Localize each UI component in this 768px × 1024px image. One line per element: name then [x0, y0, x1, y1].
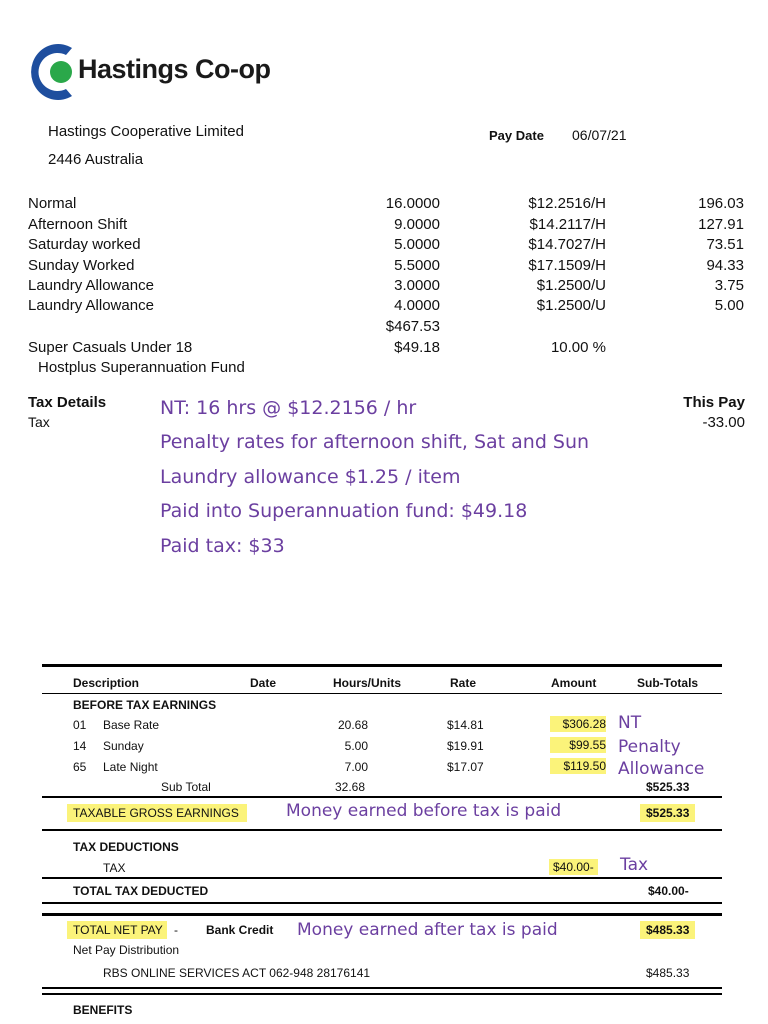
col-header-amount: Amount [551, 676, 597, 690]
earnings-total: $467.53 [385, 318, 440, 335]
row-amount: $306.28 [550, 716, 606, 732]
col-header-date: Date [250, 676, 277, 690]
logo-wordmark: Hastings Co-op [78, 54, 271, 84]
tax-label: Tax [28, 414, 50, 430]
row-code: 01 [73, 718, 87, 732]
company-address: 2446 Australia [48, 151, 144, 168]
earning-description: Saturday worked [28, 236, 141, 253]
row-annotation: NT [618, 713, 642, 733]
earning-description: Normal [28, 195, 77, 212]
total-net-pay-dash: - [174, 923, 178, 937]
col-header-description: Description [73, 676, 140, 690]
earning-rate: $17.1509/H [528, 257, 606, 274]
row-description: Late Night [103, 760, 158, 774]
divider [42, 796, 722, 798]
row-hours: 5.00 [344, 739, 368, 753]
row-rate: $17.07 [447, 760, 484, 774]
row-code: 65 [73, 760, 87, 774]
annotation-note: Paid tax: $33 [160, 535, 285, 557]
super-rate: 10.00 % [550, 339, 606, 356]
tax-deduction-label: TAX [103, 861, 126, 875]
divider [42, 829, 722, 831]
bank-account: RBS ONLINE SERVICES ACT 062-948 28176141 [103, 966, 371, 980]
earning-rate: $1.2500/U [536, 297, 606, 314]
earning-amount: 5.00 [714, 297, 744, 314]
this-pay-value: -33.00 [702, 414, 745, 431]
earning-amount: 3.75 [714, 277, 744, 294]
earning-units: 16.0000 [385, 195, 440, 212]
divider [42, 664, 722, 667]
total-net-pay-label: TOTAL NET PAY [67, 921, 167, 939]
annotation-note: NT: 16 hrs @ $12.2156 / hr [160, 397, 417, 419]
earning-units: 5.5000 [394, 257, 440, 274]
bank-credit-label: Bank Credit [206, 923, 274, 937]
earning-rate: $1.2500/U [536, 277, 606, 294]
subtotal-hours: 32.68 [335, 780, 366, 794]
divider [42, 913, 722, 916]
earning-amount: 127.91 [698, 216, 744, 233]
subtotal-label: Sub Total [161, 780, 211, 794]
super-amount: $49.18 [394, 339, 440, 356]
benefits-heading: BENEFITS [73, 1003, 133, 1017]
row-code: 14 [73, 739, 87, 753]
tax-deductions-heading: TAX DEDUCTIONS [73, 840, 179, 854]
col-header-rate: Rate [450, 676, 477, 690]
row-amount: $119.50 [550, 758, 606, 774]
earning-description: Laundry Allowance [28, 297, 154, 314]
earning-rate: $14.2117/H [529, 216, 606, 233]
taxable-gross-value: $525.33 [640, 804, 695, 822]
tax-deduction-amount: $40.00- [549, 859, 598, 875]
divider [42, 987, 722, 989]
row-annotation: Penalty [618, 737, 681, 757]
col-header-subtotals: Sub-Totals [637, 676, 699, 690]
earning-amount: 73.51 [706, 236, 744, 253]
earning-description: Sunday Worked [28, 257, 135, 274]
annotation-note: Penalty rates for afternoon shift, Sat and Sun [160, 431, 590, 453]
pay-date-label: Pay Date [489, 128, 544, 143]
tax-details-heading: Tax Details [28, 394, 107, 411]
earning-units: 4.0000 [394, 297, 440, 314]
earning-amount: 196.03 [698, 195, 744, 212]
divider [42, 877, 722, 879]
pay-date-value: 06/07/21 [572, 127, 627, 143]
earning-units: 9.0000 [394, 216, 440, 233]
annotation-note: Laundry allowance $1.25 / item [160, 466, 461, 488]
tax-annotation: Tax [620, 855, 649, 875]
total-net-pay-value: $485.33 [640, 921, 695, 939]
total-tax-value: $40.00- [648, 884, 689, 898]
row-description: Sunday [103, 739, 144, 753]
gross-annotation: Money earned before tax is paid [286, 801, 562, 821]
net-annotation: Money earned after tax is paid [297, 920, 558, 940]
earning-rate: $12.2516/H [528, 195, 606, 212]
super-fund: Hostplus Superannuation Fund [38, 359, 245, 376]
taxable-gross-label: TAXABLE GROSS EARNINGS [67, 804, 247, 822]
earning-units: 3.0000 [394, 277, 440, 294]
row-hours: 20.68 [337, 718, 368, 732]
earning-amount: 94.33 [706, 257, 744, 274]
subtotal-value: $525.33 [646, 780, 690, 794]
earning-units: 5.0000 [394, 236, 440, 253]
annotation-note: Paid into Superannuation fund: $49.18 [160, 500, 528, 522]
super-description: Super Casuals Under 18 [28, 339, 193, 356]
col-header-hours: Hours/Units [333, 676, 402, 690]
divider [42, 902, 722, 904]
row-description: Base Rate [103, 718, 160, 732]
total-tax-label: TOTAL TAX DEDUCTED [73, 884, 209, 898]
this-pay-label: This Pay [683, 394, 745, 411]
earning-description: Afternoon Shift [28, 216, 128, 233]
row-rate: $19.91 [447, 739, 484, 753]
divider [42, 693, 722, 694]
distribution-value: $485.33 [646, 966, 690, 980]
net-pay-distribution-label: Net Pay Distribution [73, 943, 180, 957]
earning-rate: $14.7027/H [528, 236, 606, 253]
company-name: Hastings Cooperative Limited [48, 123, 244, 140]
company-logo [28, 40, 278, 104]
coop-logo-icon [28, 40, 80, 104]
divider [42, 993, 722, 995]
earning-description: Laundry Allowance [28, 277, 154, 294]
row-rate: $14.81 [447, 718, 484, 732]
row-amount: $99.55 [550, 737, 606, 753]
row-hours: 7.00 [344, 760, 368, 774]
before-tax-heading: BEFORE TAX EARNINGS [73, 698, 217, 712]
row-annotation: Allowance [618, 759, 705, 779]
